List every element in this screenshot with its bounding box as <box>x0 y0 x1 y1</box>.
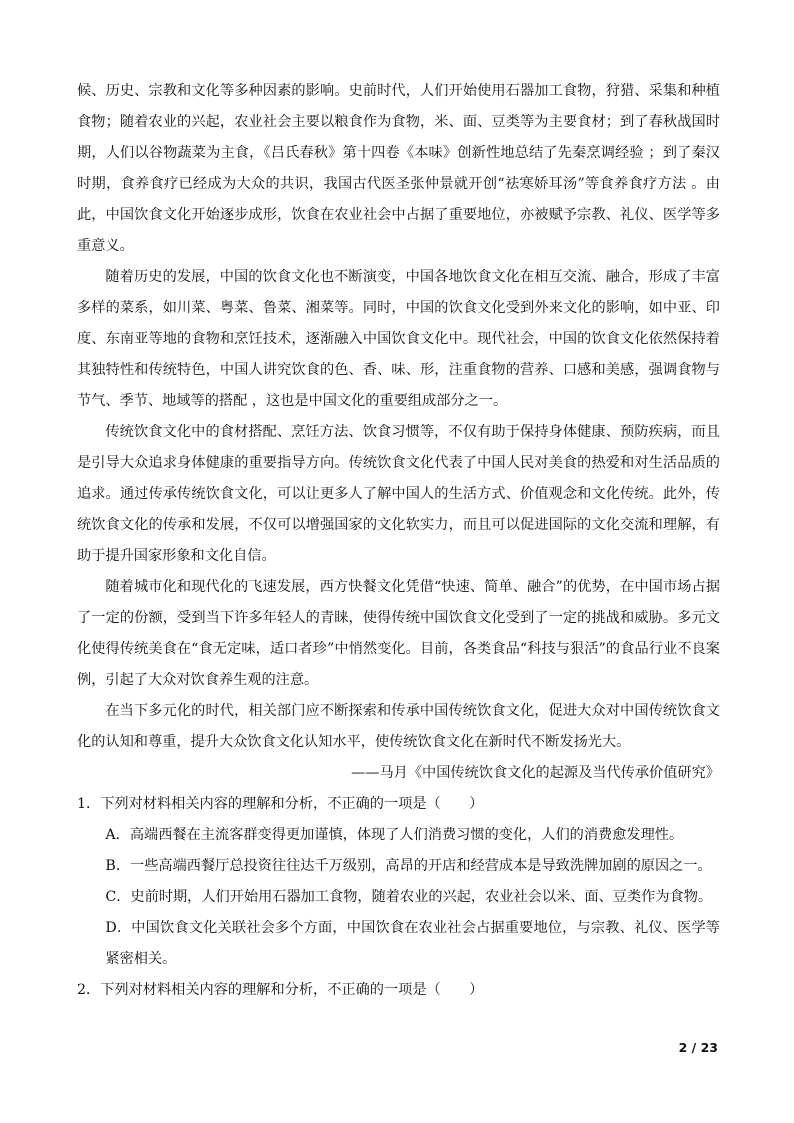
question-1-option-c: C．史前时期，人们开始用石器加工食物，随着农业的兴起，农业社会以米、面、豆类作为食物。 <box>105 889 713 905</box>
page-content <box>77 76 720 1006</box>
article-paragraph-4: 随着城市化和现代化的飞速发展，西方快餐文化凭借“快速、简单、融合”的优势，在中国市场占据了一定的份额，受到当下许多年轻人的青睐，使得传统中国饮食文化受到了一定的挑战和威胁。多元文化使得传统美食在“食无定味，适口者珍”中悄然变化。目前，各类食品“科技与狠活”的食品行业不良案例，引起了大众对饮食养生观的注意。 <box>77 579 720 688</box>
page-number: 2 / 23 <box>678 1040 718 1055</box>
article-source: ——马月《中国传统饮食文化的起源及当代传承价值研究》 <box>351 765 720 781</box>
question-1-option-b: B．一些高端西餐厅总投资往往达千万级别，高昂的开店和经营成本是导致洗牌加剧的原因之一。 <box>105 858 712 874</box>
question-2-stem: 2．下列对材料相关内容的理解和分析，不正确的一项是（ ） <box>77 982 484 998</box>
article-paragraph-3: 传统饮食文化中的食材搭配、烹饪方法、饮食习惯等，不仅有助于保持身体健康、预防疾病，而且是引导大众追求身体健康的重要指导方向。传统饮食文化代表了中国人民对美食的热爱和对生活品质的追求。通过传承传统饮食文化，可以让更多人了解中国人的生活方式、价值观念和文化传统。此外，传统饮食文化的传承和发展，不仅可以增强国家的文化软实力，而且可以促进国际的文化交流和理解，有助于提升国家形象和文化自信。 <box>77 424 720 564</box>
article-paragraph-1: 候、历史、宗教和文化等多种因素的影响。史前时代，人们开始使用石器加工食物，狩猎、采集和种植食物；随着农业的兴起，农业社会主要以粮食作为食物，米、面、豆类等为主要食材；到了春秋战国时期，人们以谷物蔬菜为主食，《吕氏春秋》第十四卷《本味》创新性地总结了先秦烹调经验 ；到了秦汉时期，食养食疗已经成为大众的共识，我国古代医圣张仲景就开创“祛寒娇耳汤”等食养食疗方法 。由此，中国饮食文化开始逐步成形，饮食在农业社会中占据了重要地位，亦被赋予宗教、礼仪、医学等多重意义。 <box>77 83 720 254</box>
article-paragraph-2: 随着历史的发展，中国的饮食文化也不断演变，中国各地饮食文化在相互交流、融合，形成了丰富多样的菜系，如川菜、粤菜、鲁菜、湘菜等。同时，中国的饮食文化受到外来文化的影响，如中亚、印度、东南亚等地的食物和烹饪技术，逐渐融入中国饮食文化中。现代社会，中国的饮食文化依然保持着其独特性和传统特色，中国人讲究饮食的色、香、味、形，注重食物的营养、口感和美感，强调食物与节气、季节、地域等的搭配 ，这也是中国文化的重要组成部分之一。 <box>77 269 720 409</box>
question-1-option-d: D．中国饮食文化关联社会多个方面，中国饮食在农业社会占据重要地位，与宗教、礼仪、医学等紧密相关。 <box>105 920 720 967</box>
question-1-stem: 1．下列对材料相关内容的理解和分析，不正确的一项是（ ） <box>77 796 484 812</box>
question-1-option-a: A．高端西餐在主流客群变得更加谨慎，体现了人们消费习惯的变化，人们的消费愈发理性。 <box>105 827 684 843</box>
article-paragraph-5: 在当下多元化的时代，相关部门应不断探索和传承中国传统饮食文化，促进大众对中国传统饮食文化的认知和尊重，提升大众饮食文化认知水平，使传统饮食文化在新时代不断发扬光大。 <box>77 703 720 750</box>
